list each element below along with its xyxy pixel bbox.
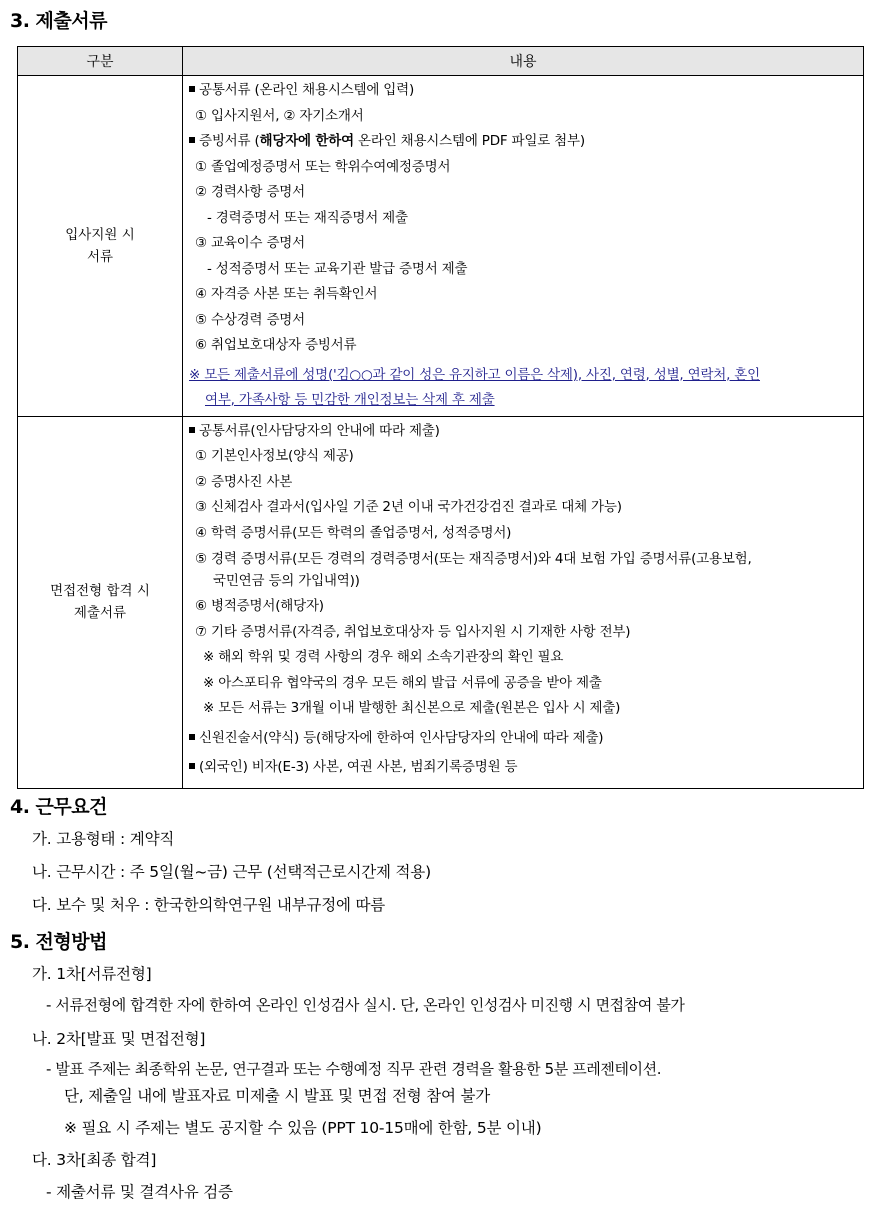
work-condition-line: 다. 보수 및 처우 : 한국한의학연구원 내부규정에 따름 (32, 896, 386, 914)
list-item: - 경력증명서 또는 재직증명서 제출 (207, 209, 408, 226)
list-item: ① 입사지원서, ② 자기소개서 (195, 107, 364, 124)
section-5-title: 5. 전형방법 (10, 931, 107, 953)
list-item: ① 졸업예정증명서 또는 학위수여예정증명서 (195, 158, 451, 175)
list-item: ② 경력사항 증명서 (195, 184, 305, 200)
bullet-icon (189, 137, 195, 143)
list-item: ⑥ 병적증명서(해당자) (195, 598, 324, 614)
list-item: ④ 자격증 사본 또는 취득확인서 (195, 286, 378, 302)
category-label: 면접전형 합격 시 (50, 583, 150, 599)
section-3-title: 3. 제출서류 (10, 10, 107, 32)
bullet-icon (189, 86, 195, 92)
header-category: 구분 (18, 47, 183, 76)
list-item: ※ 아스포티유 협약국의 경우 모든 해외 발급 서류에 공증을 받아 제출 (203, 674, 602, 691)
table-row (18, 76, 864, 417)
table-row (18, 416, 864, 788)
selection-step-detail: - 발표 주제는 최종학위 논문, 연구결과 또는 수행예정 직무 관련 경력을 활용한 5분 프레젠테이션. (46, 1060, 662, 1078)
list-item: 국민연금 등의 가입내역)) (213, 573, 360, 589)
list-item: ③ 교육이수 증명서 (195, 235, 305, 251)
privacy-note: 여부, 가족사항 등 민감한 개인정보는 삭제 후 제출 (205, 392, 495, 408)
bullet-icon (189, 427, 195, 433)
privacy-note: ※ 모든 제출서류에 성명('김○○과 같이 성은 유지하고 이름은 삭제), 사진, 연령, 성별, 연락처, 혼인 (189, 366, 760, 383)
category-label: 제출서류 (73, 605, 127, 621)
section-4-title: 4. 근무요건 (10, 796, 107, 818)
category-label: 입사지원 시 (65, 226, 135, 243)
list-item: (외국인) 비자(E-3) 사본, 여권 사본, 범죄기록증명원 등 (189, 755, 859, 781)
list-item: ※ 해외 학위 및 경력 사항의 경우 해외 소속기관장의 확인 필요 (203, 649, 564, 665)
list-item: ⑤ 경력 증명서류(모든 경력의 경력증명서(또는 재직증명서)와 4대 보험 가입 증명서류(고용보험, (195, 551, 752, 567)
list-item: ⑤ 수상경력 증명서 (195, 311, 305, 328)
list-item: ③ 신체검사 결과서(입사일 기준 2년 이내 국가건강검진 결과로 대체 가능) (195, 499, 622, 515)
category-label: 서류 (86, 248, 114, 265)
bullet-icon (189, 734, 195, 740)
list-item: 증빙서류 (해당자에 한하여 온라인 채용시스템에 PDF 파일로 첨부) (189, 129, 859, 155)
selection-step-note: ※ 필요 시 주제는 별도 공지할 수 있음 (PPT 10-15매에 한함, 5분 이내) (64, 1119, 542, 1137)
list-item: 공통서류 (온라인 채용시스템에 입력) (189, 78, 859, 104)
documents-table (17, 46, 864, 789)
list-item: ① 기본인사정보(양식 제공) (195, 448, 354, 464)
application-docs-cell (183, 76, 864, 417)
list-item: ⑥ 취업보호대상자 증빙서류 (195, 337, 357, 353)
list-item: 공통서류(인사담당자의 안내에 따라 제출) (189, 419, 859, 445)
selection-step-detail: - 제출서류 및 결격사유 검증 (46, 1183, 233, 1201)
list-item: ⑦ 기타 증명서류(자격증, 취업보호대상자 등 입사지원 시 기재한 사항 전부) (195, 623, 631, 640)
category-application (18, 76, 183, 417)
list-item: - 성적증명서 또는 교육기관 발급 증명서 제출 (207, 260, 468, 277)
list-item: ※ 모든 서류는 3개월 이내 발행한 최신본으로 제출(원본은 입사 시 제출) (203, 700, 621, 716)
selection-step-detail: 단, 제출일 내에 발표자료 미제출 시 발표 및 면접 전형 참여 불가 (64, 1087, 491, 1105)
header-content: 내용 (183, 47, 864, 76)
selection-step-detail: - 서류전형에 합격한 자에 한하여 온라인 인성검사 실시. 단, 온라인 인성검사 미진행 시 면접참여 불가 (46, 996, 685, 1014)
work-condition-line: 나. 근무시간 : 주 5일(월~금) 근무 (선택적근로시간제 적용) (32, 863, 431, 881)
work-condition-line: 가. 고용형태 : 계약직 (32, 830, 175, 848)
selection-step: 다. 3차[최종 합격] (32, 1151, 157, 1169)
list-item: ④ 학력 증명서류(모든 학력의 졸업증명서, 성적증명서) (195, 524, 512, 541)
selection-step: 가. 1차[서류전형] (32, 965, 152, 983)
table-header-row (18, 47, 864, 76)
selection-step: 나. 2차[발표 및 면접전형] (32, 1030, 206, 1048)
list-item: 신원진술서(약식) 등(해당자에 한하여 인사담당자의 안내에 따라 제출) (189, 726, 859, 752)
bullet-icon (189, 763, 195, 769)
list-item: ② 증명사진 사본 (195, 473, 293, 490)
interview-docs-cell (183, 416, 864, 788)
category-interview (18, 416, 183, 788)
